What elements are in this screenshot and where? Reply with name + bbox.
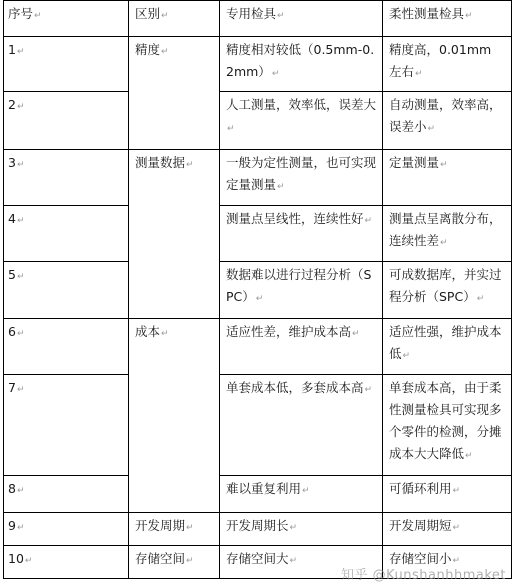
row-dedicated: 难以重复利用↵: [220, 476, 383, 513]
row-index: 3↵: [4, 150, 129, 206]
row-category: 开发周期↵: [129, 513, 220, 546]
row-flexible: 可循环利用↵: [383, 476, 512, 513]
row-dedicated: 精度相对较低（0.5mm-0.2mm）↵: [220, 37, 383, 92]
row-dedicated: 存储空间大↵: [220, 546, 383, 579]
row-index: 10↵: [4, 546, 129, 579]
row-flexible: 单套成本高，由于柔性测量检具可实现多个零件的检测，分摊成本大大降低↵: [383, 375, 512, 476]
row-flexible: 精度高，0.01mm 左右↵: [383, 37, 512, 92]
row-dedicated: 单套成本低，多套成本高↵: [220, 375, 383, 476]
row-category: 存储空间↵: [129, 546, 220, 579]
table-row: [4, 92, 512, 150]
row-category: 成本↵: [129, 319, 220, 513]
table-row: [4, 262, 512, 319]
header-row: [4, 1, 512, 37]
table-row: [4, 513, 512, 546]
row-dedicated: 适应性差，维护成本高↵: [220, 319, 383, 375]
table-row: [4, 476, 512, 513]
row-dedicated: 测量点呈线性，连续性好↵: [220, 206, 383, 262]
table-row: [4, 150, 512, 206]
row-dedicated: 数据难以进行过程分析（SPC）↵: [220, 262, 383, 319]
watermark: 知乎 @Kunshanhhmaket: [341, 568, 506, 583]
row-dedicated: 一般为定性测量，也可实现定量测量↵: [220, 150, 383, 206]
table-row: [4, 375, 512, 476]
row-index: 4↵: [4, 206, 129, 262]
row-dedicated: 人工测量，效率低，误差大↵: [220, 92, 383, 150]
table-row: [4, 37, 512, 92]
row-index: 6↵: [4, 319, 129, 375]
row-dedicated: 开发周期长↵: [220, 513, 383, 546]
row-flexible: 自动测量，效率高，误差小↵: [383, 92, 512, 150]
row-flexible: 定量测量↵: [383, 150, 512, 206]
header-index: 序号↵: [4, 1, 129, 37]
row-category: 测量数据↵: [129, 150, 220, 319]
header-flexible: 柔性测量检具↵: [383, 1, 512, 37]
row-index: 7↵: [4, 375, 129, 476]
header-category: 区别↵: [129, 1, 220, 37]
row-category: 精度↵: [129, 37, 220, 150]
row-flexible: 适应性强，维护成本低↵: [383, 319, 512, 375]
row-index: 1↵: [4, 37, 129, 92]
row-index: 5↵: [4, 262, 129, 319]
comparison-table: [3, 0, 512, 579]
table-row: [4, 206, 512, 262]
row-index: 8↵: [4, 476, 129, 513]
row-flexible: 存储空间小↵: [383, 546, 512, 579]
row-flexible: 测量点呈离散分布，连续性差↵: [383, 206, 512, 262]
header-dedicated: 专用检具↵: [220, 1, 383, 37]
row-index: 2↵: [4, 92, 129, 150]
row-flexible: 可成数据库，并实过程分析（SPC）↵: [383, 262, 512, 319]
table-row: [4, 319, 512, 375]
row-index: 9↵: [4, 513, 129, 546]
row-flexible: 开发周期短↵: [383, 513, 512, 546]
